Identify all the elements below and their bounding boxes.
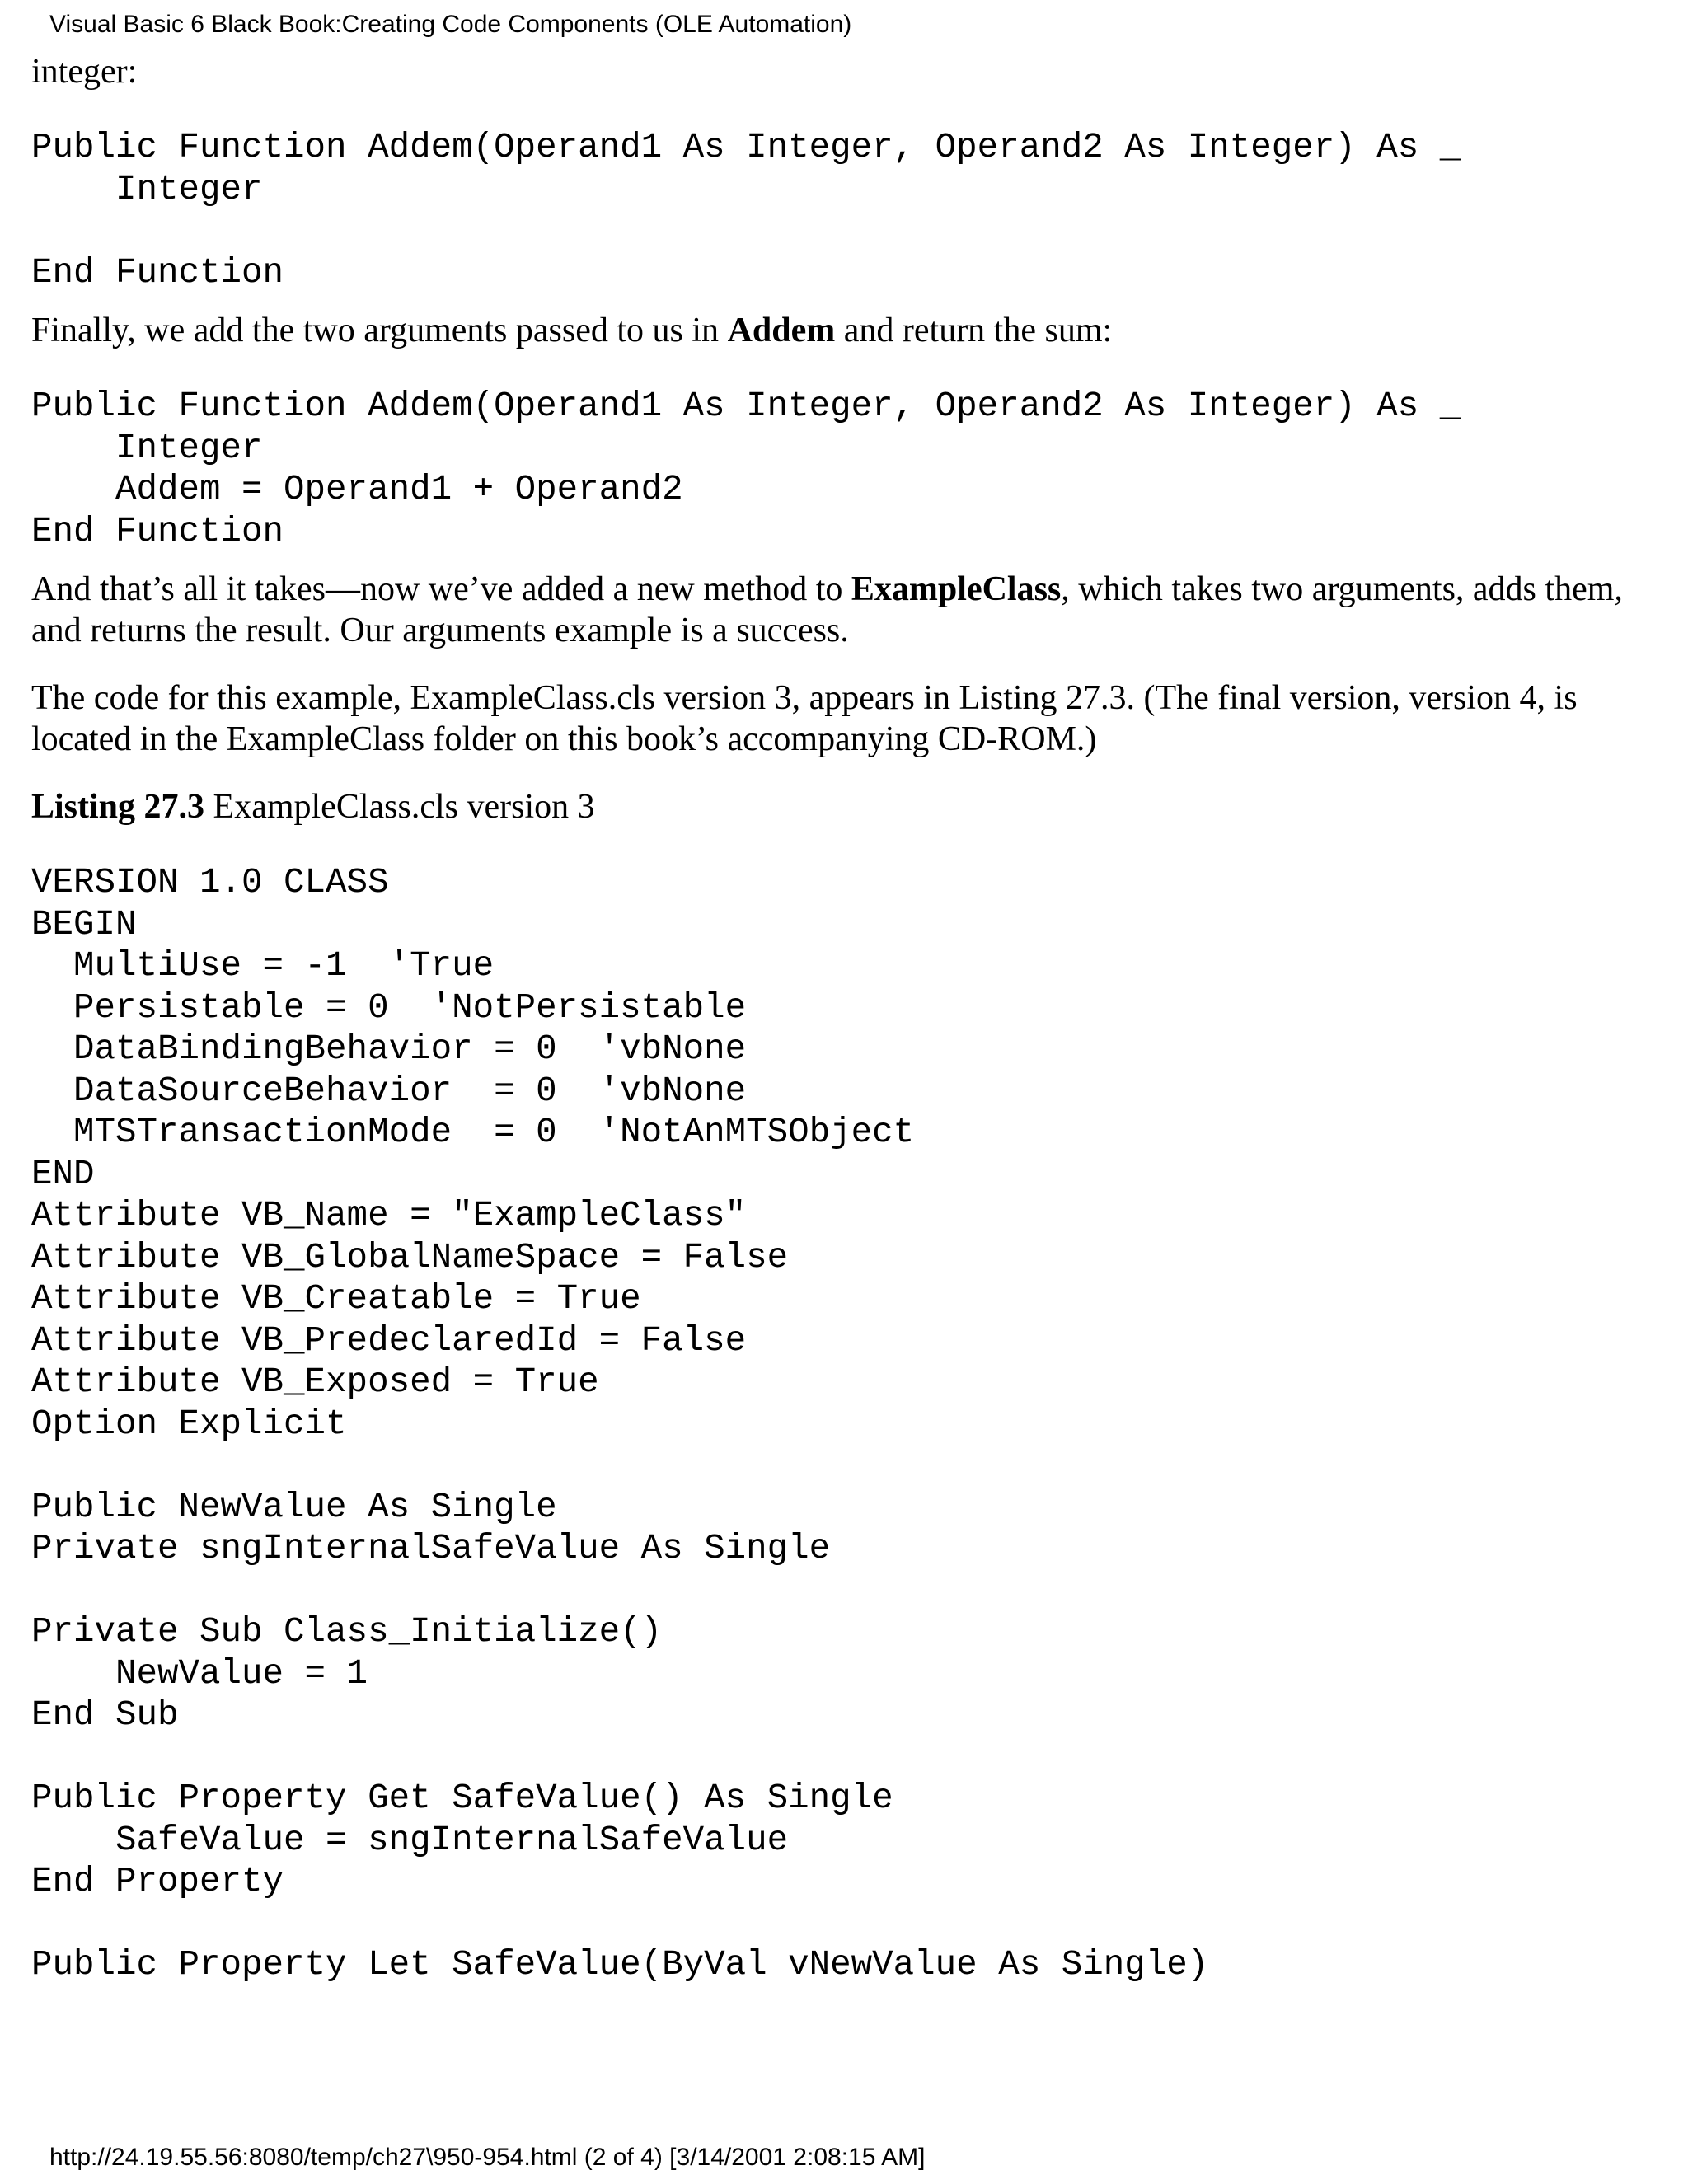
- paragraph-listing-reference: The code for this example, ExampleClass.cls version 3, appears in Listing 27.3. (The final version, version 4, is located in the ExampleClass folder on this book’s accompanying CD-ROM.): [31, 679, 1578, 758]
- running-footer: http://24.19.55.56:8080/temp/ch27\950-954.html (2 of 4) [3/14/2001 2:08:15 AM]: [49, 2144, 926, 2171]
- paragraph-success: [31, 569, 1655, 651]
- paragraph-finally-text-2: and return the sum:: [835, 312, 1113, 349]
- paragraph-finally-text-1: Finally, we add the two arguments passed to us in: [31, 312, 728, 349]
- page-content: [31, 51, 1655, 1986]
- listing-caption: [31, 786, 1655, 827]
- code-block-addem-full: Public Function Addem(Operand1 As Integer, Operand2 As Integer) As _ Integer Addem = Operand1 + Operand2 End Function: [31, 387, 1461, 551]
- paragraph-finally: [31, 310, 1655, 351]
- running-header: Visual Basic 6 Black Book:Creating Code Components (OLE Automation): [49, 11, 852, 38]
- paragraph-success-bold: ExampleClass: [851, 570, 1062, 608]
- paragraph-success-text-2: , which takes two arguments, adds them, and returns the result. Our arguments example is a success.: [31, 570, 1623, 649]
- listing-caption-number: Listing 27.3: [31, 788, 205, 826]
- code-block-addem-stub: Public Function Addem(Operand1 As Integer, Operand2 As Integer) As _ Integer End Function: [31, 128, 1461, 293]
- listing-caption-title: ExampleClass.cls version 3: [204, 788, 595, 826]
- code-listing-27-3: VERSION 1.0 CLASS BEGIN MultiUse = -1 'True Persistable = 0 'NotPersistable DataBindingBehavior = 0 'vbNone DataSourceBehavior = 0 'vbNone MTSTransactionMode = 0 'NotAnMTSObject END Attribute VB_Name = "ExampleClass" Attribute VB_GlobalNameSpace = False Attribute VB_Creatable = True Attribute VB_PredeclaredId = False Attribute VB_Exposed = True Option Explicit Public NewValue As Single Private sngInternalSafeValue As Single Private Sub Class_Initialize() NewValue = 1 End Sub Public Property Get SafeValue() As Single SafeValue = sngInternalSafeValue End Property Public Property Let SafeValue(ByVal vNewValue As Single): [31, 863, 1209, 1985]
- paragraph-success-text-1: And that’s all it takes—now we’ve added a new method to: [31, 570, 851, 608]
- paragraph-intro: integer:: [31, 53, 138, 91]
- paragraph-finally-bold: Addem: [727, 312, 836, 349]
